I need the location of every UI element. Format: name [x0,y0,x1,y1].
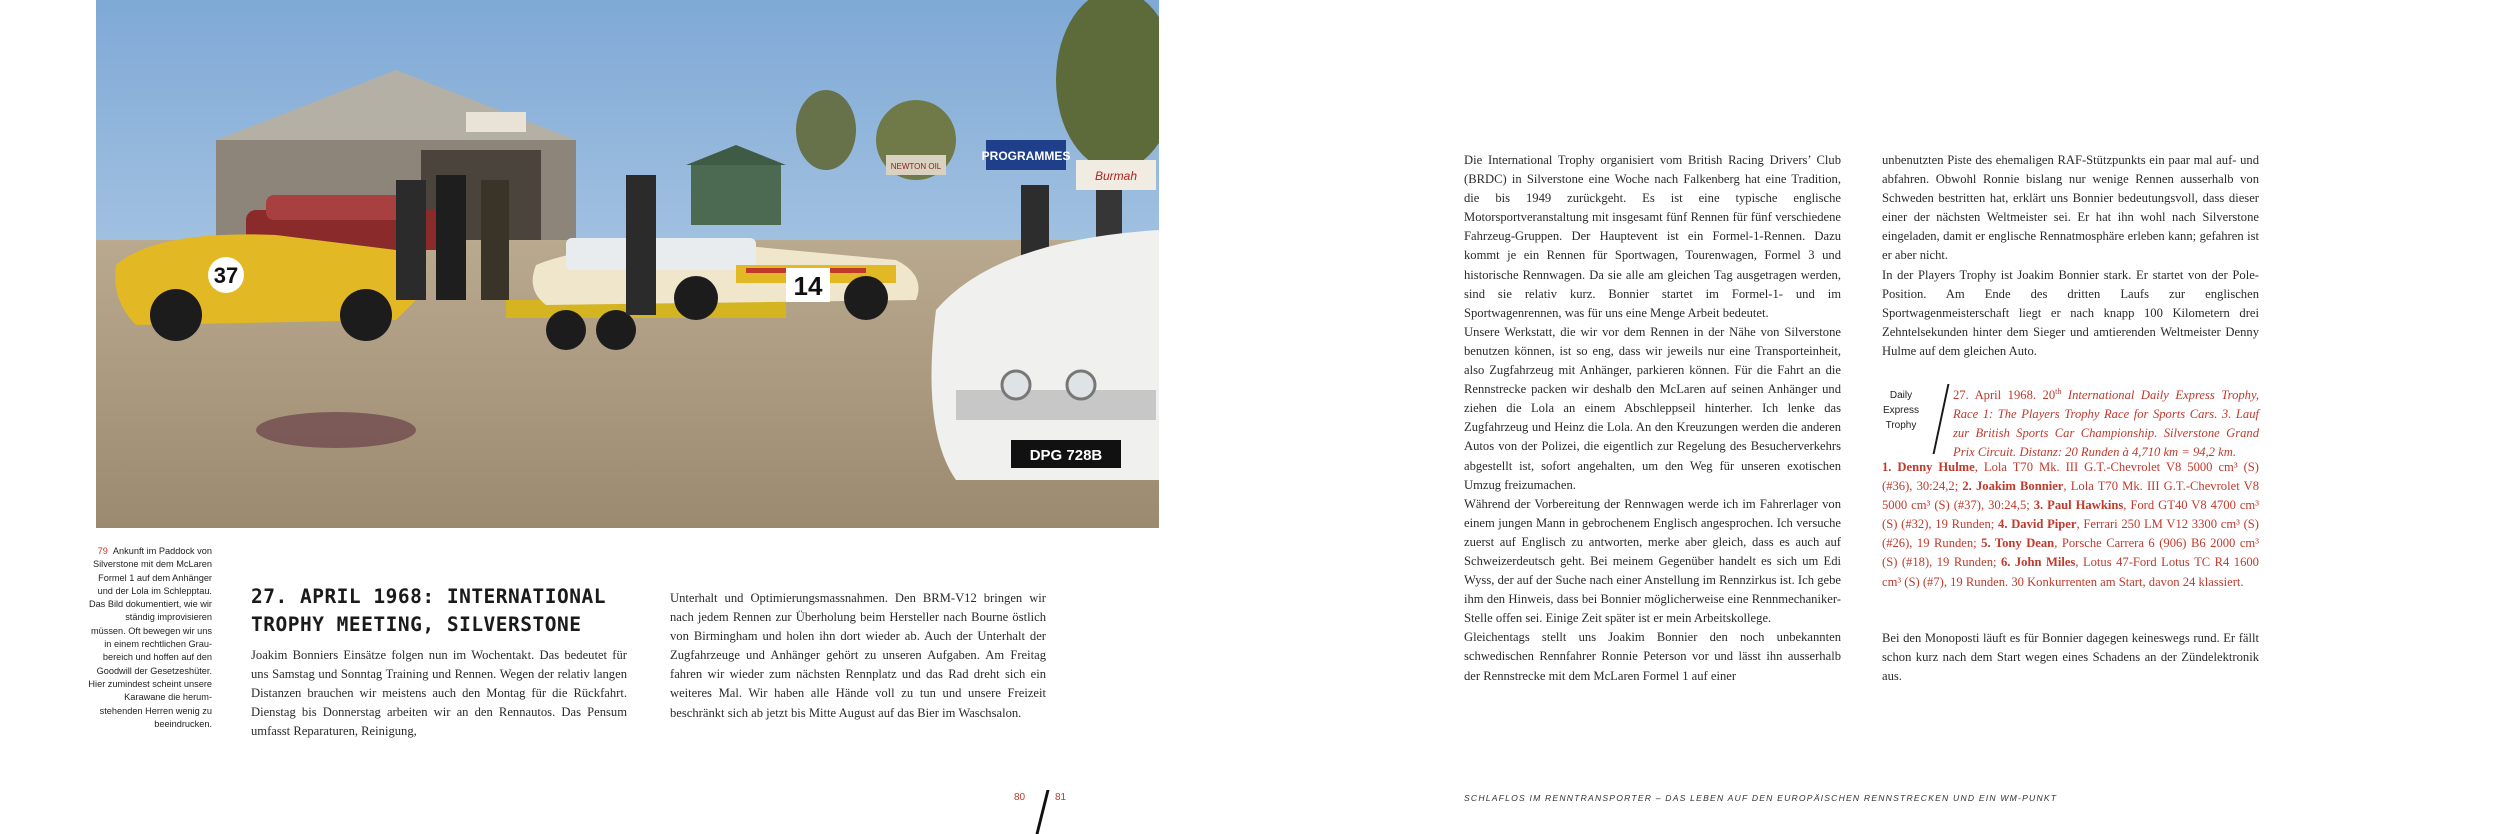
result-driver: 5. Tony Dean [1981,536,2055,551]
photo-caption [88,545,212,731]
page-number-left: 80 [1014,792,1026,803]
result-detail: , Porsche Carrera 6 (906) B6 2000 cm³ (S) (#18), 19 Runden; [1882,536,2260,570]
result-driver: 6. John Miles [2000,555,2076,570]
photo-sign-burmah: Burmah [1094,169,1138,183]
race-info [1953,382,2259,463]
paddock-photo [96,0,1159,528]
race-results [1882,458,2259,592]
page-number-right: 81 [1055,792,1067,803]
photo-sign-programmes: PROGRAMMES [981,149,1071,163]
caption-text: Ankunft im Paddock von Silverstone mit dem McLaren Formel 1 auf dem Anhänger und der Lola im Schlepptau. Das Bild dokumentiert, wie wir ständig improvisieren müssen. Oft bewegen wir uns in einem rechtlichen Graubereich und hoffen auf den Goodwill der Gesetzeshüter. Hier zumindest scheint unsere Karawane die herumstehenden Herren wenig zu beeindrucken. [88,546,212,729]
chapter-headline: 27. APRIL 1968: INTERNATIONAL TROPHY MEETING, SILVERSTONE [251,585,606,636]
sidebar-label-line: Express [1882,405,1920,416]
paragraph: Die International Trophy organisiert vom British Racing Drivers’ Club (BRDC) in Silverstone eine Woche nach Falkenberg hat eine Tradition, die bis 1949 zurückgeht. Es ist eine typische englische Motorsportveranstaltung mit insgesamt fünf Rennen für fünf verschiedene Fahrzeug-Gruppen. Der Hauptevent ist ein Formel-1-Rennen. Dazu kommt je ein Rennen für Sportwagen, Tourenwagen, Formel 3 und historische Rennwagen. Da sie alle am gleichen Tag ausgetragen werden, sind sie relativ kurz. Bonnier startet im Formel-1- und im Sportwagenrennen, was für uns eine Menge Arbeit bedeutet. [1464,153,1841,320]
race-date: 27. April 1968. 20 [1953,388,2056,403]
paragraph: In der Players Trophy ist Joakim Bonnier stark. Er startet von der Pole-Position. Am Ende des dritten Laufs zur englischen Sportwagenmeisterschaft liegt er nach knapp 100 Kilometern drei Zehntelsekunden hinter dem Sieger und amtierenden Weltmeister Denny Hulme auf dem gleichen Auto. [1882,267,2259,358]
race-date-suffix: th [2055,387,2062,396]
paragraph: Während der Vorbereitung der Rennwagen werde ich im Fahrerlager von einem jungen Mann in gebrochenem Englisch angesprochen. Ich versuche zuerst auf Englisch zu antworten, merke aber gleich, dass es auch auf Schweizerdeutsch geht. Bei meinem Gegenüber handelt es sich um Edi Wyss, der auf der Suche nach einer Anstellung im Rennzirkus ist. Ich gebe ihm den Hinweis, dass bei Bonnier möglicherweise eine Rennmechaniker-Stelle offen sei. Einige Zeit später ist er mein Arbeitskollege. [1464,496,1841,626]
race-title: International Daily Express Trophy, Race 1: The Players Trophy Race for Sports Cars. 3. Lauf zur British Sports Car Championship. Silverstone Grand Prix Circuit. Distanz: 20 Runden à 4,710 km = 94,2 km. [1953,388,2259,460]
sidebar-slash-divider [1933,384,1950,454]
result-detail: , Lola T70 Mk. III G.T.-Chevrolet V8 5000 cm³ (S) (#37), 30:24,5; [1882,479,2260,513]
photo-license-plate: DPG 728B [1029,447,1103,464]
running-head: SCHLAFLOS IM RENNTRANSPORTER – DAS LEBEN AUF DEN EUROPÄISCHEN RENNSTRECKEN UND EIN WM-PUNKT [1464,793,2058,803]
paddock-photo-image [96,0,1159,528]
result-driver: 1. Denny Hulme [1882,460,1975,474]
caption-number: 79 [97,546,108,556]
sidebar-label-line: Daily [1889,390,1913,401]
body-column-1: Joakim Bonniers Einsätze folgen nun im Wochentakt. Das bedeutet für uns Samstag und Sonntag Training und Rennen. Wegen der relativ langen Distanzen brauchen wir meistens auch den Montag für die Rückfahrt. Dienstag bis Donnerstag arbeiten wir an den Rennautos. Das Pensum umfasst Reparaturen, Reinigung, [251,648,627,739]
result-driver: 2. Joakim Bonnier [1962,479,2064,494]
photo-car-number-37: 37 [213,263,239,288]
paragraph: Unsere Werkstatt, die wir vor dem Rennen in der Nähe von Silverstone benutzen können, ist so eng, dass wir jeweils nur eine Transporteinheit, also Zugfahrzeug mit Anhänger, parkieren können. Für die Fahrt an die Rennstrecke packen wir deshalb den McLaren auf seinen Anhänger und ziehen die Lola an einem Abschleppseil hinterher. Ich lenke das Zugfahrzeug und Heinz die Lola. An den Kreuzungen werden die anderen Autos von der Polizei, die eigentlich zur Regelung des Besucherverkehrs abgestellt ist, sofort angehalten, um den Weg für unseren exotischen Umzug freizumachen. [1464,324,1841,492]
result-detail: , Ford GT40 V8 4700 cm³ (S) (#32), 19 Runden; [1882,498,2260,532]
result-detail: , Ferrari 250 LM V12 3300 cm³ (S) (#26), 19 Runden; [1882,517,2260,551]
photo-car-number-14: 14 [793,271,823,301]
paragraph: Gleichentags stellt uns Joakim Bonnier den noch unbekannten schwedischen Rennfahrer Ronnie Peterson vor und lässt ihn ausserhalb der Rennstrecke mit dem McLaren Formel 1 auf einer [1464,630,1841,683]
body-column-4 [1882,151,2259,361]
result-driver: 3. Paul Hawkins [2033,498,2124,513]
result-driver: 4. David Piper [1998,517,2077,532]
result-detail: , Lola T70 Mk. III G.T.-Chevrolet V8 5000 cm³ (S) (#36), 30:24,2; [1882,460,2259,494]
body-column-3 [1464,151,1841,686]
page-number-divider [1036,790,1049,834]
sidebar-label [1876,388,1926,433]
photo-sign-newton: NEWTON OIL [890,162,942,171]
body-column-2: Unterhalt und Optimierungsmassnahmen. Den BRM-V12 bringen wir nach jedem Rennen zur Überholung beim Hersteller nach Bourne östlich von Birmingham und holen ihn dort wieder ab. Auch der Unterhalt der Zugfahrzeuge und Anhänger gehört zu unseren Aufgaben. Am Freitag fahren wir wieder zum nächsten Rennplatz und das Rad dreht sich ein weiteres Mal. Wir haben alle Hände voll zu tun und unsere Freizeit beschränkt sich ab jetzt bis Mitte August auf das Bier im Waschsalon. [670,591,1046,720]
sidebar-label-line: Trophy [1885,420,1917,431]
paragraph: unbenutzten Piste des ehemaligen RAF-Stützpunkts ein paar mal auf- und abfahren. Obwohl Ronnie bislang nur wenige Rennen ausserhalb von Schweden bestritten hat, erklärt uns Bonnier bedeutungsvoll, dass dieser einer der nächsten Weltmeister sei. Er hat ihn wohl nach Silverstone eingeladen, damit er englische Rennatmosphäre erleben kann; gefahren ist er aber nicht. [1882,153,2259,263]
monoposti-paragraph: Bei den Monoposti läuft es für Bonnier dagegen keineswegs rund. Er fällt schon kurz nach dem Start wegen eines Schadens an der Zündelektronik aus. [1882,631,2259,684]
result-detail: , Lotus 47-Ford Lotus TC R4 1600 cm³ (S) (#7), 19 Runden. 30 Konkurrenten am Start, davon 24 klassiert. [1882,555,2259,589]
